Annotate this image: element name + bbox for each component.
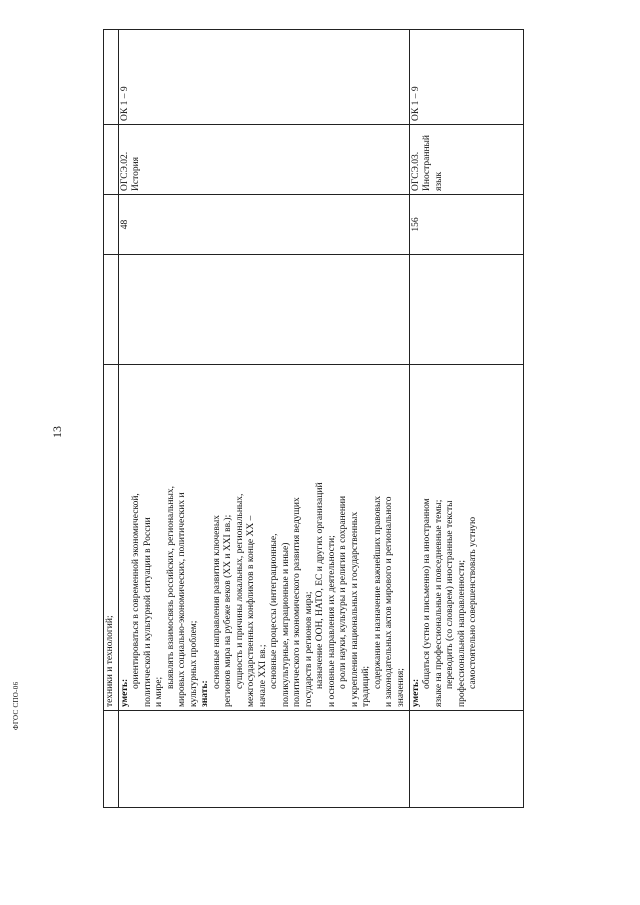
requirement-line: начале XXI вв.;: [257, 644, 268, 707]
blank-cell: [409, 255, 523, 365]
requirement-line: и законодательных актов мирового и регионального: [384, 496, 394, 707]
requirements-cell: [104, 365, 119, 711]
index-cell: [104, 711, 119, 808]
requirement-line: политического и экономического развития ведущих: [292, 497, 302, 707]
requirement-line: и основные направления их деятельности;: [326, 535, 337, 707]
requirements-cell: [118, 365, 409, 711]
discipline-cell: ОГСЭ.03. Иностранный язык: [409, 125, 523, 195]
requirement-line: государств и регионов мира;: [303, 591, 314, 707]
requirement-line: межгосударственных конфликтов в конце XX –: [246, 515, 256, 707]
competency-cell: [104, 30, 119, 125]
competency-cell: ОК 1 – 9: [118, 30, 409, 125]
requirement-line: значения;: [395, 668, 406, 707]
page-number: 13: [50, 426, 64, 438]
competency-cell: ОК 1 – 9: [409, 30, 523, 125]
requirement-line: политической и культурной ситуации в России: [142, 517, 153, 707]
requirement-line: техники и технологий;: [105, 615, 115, 707]
requirement-line: мировых социально-экономических, политических и: [177, 492, 187, 707]
hours-cell: 48: [118, 195, 409, 255]
requirement-line: поликультурные, миграционные и иные): [280, 542, 291, 707]
requirement-line: основные направления развития ключевых: [211, 514, 222, 689]
competency-table: [103, 29, 524, 808]
document-footer: ФГОС СПО-06: [12, 681, 20, 730]
requirement-line: и мире;: [154, 676, 164, 707]
requirement-line: и укреплении национальных и государственных: [349, 511, 360, 707]
table-row: [104, 30, 119, 808]
requirement-line: содержание и назначение важнейших правовых: [372, 495, 383, 689]
blank-cell: [118, 255, 409, 365]
requirements-cell: [409, 365, 523, 711]
requirement-line: уметь:: [410, 678, 421, 707]
index-cell: [409, 711, 523, 808]
hours-cell: [104, 195, 119, 255]
requirement-line: языке на профессиональные и повседневные темы;: [433, 499, 444, 707]
requirement-line: самостоятельно совершенствовать устную: [468, 516, 478, 689]
blank-cell: [104, 255, 119, 365]
requirement-line: профессиональной направленности;: [456, 560, 467, 707]
requirement-line: регионов мира на рубеже веков (XX и XXI вв.);: [223, 514, 233, 707]
requirement-line: уметь:: [119, 678, 130, 707]
requirement-line: выявлять взаимосвязь российских, региональных,: [165, 485, 176, 689]
requirement-line: назначение ООН, НАТО, ЕС и других организаций: [315, 482, 325, 689]
requirement-line: культурных проблем;: [188, 620, 199, 707]
discipline-cell: ОГСЭ.02. История: [118, 125, 409, 195]
rotated-standard-table: [103, 30, 521, 808]
table-row: [409, 30, 523, 808]
requirement-line: о роли науки, культуры и религии в сохранении: [338, 495, 348, 689]
index-cell: [118, 711, 409, 808]
table-row: [118, 30, 409, 808]
requirement-line: сущность и причины локальных, региональных,: [234, 493, 245, 689]
requirement-line: традиций;: [361, 665, 371, 707]
requirement-line: общаться (устно и письменно) на иностранном: [422, 498, 432, 689]
requirement-line: знать:: [200, 680, 210, 707]
requirement-line: основные процессы (интеграционные,: [269, 533, 279, 689]
discipline-cell: [104, 125, 119, 195]
requirement-line: ориентироваться в современной экономической,: [131, 493, 141, 689]
requirement-line: переводить (со словарем) иностранные тексты: [445, 500, 455, 689]
hours-cell: 156: [409, 195, 523, 255]
